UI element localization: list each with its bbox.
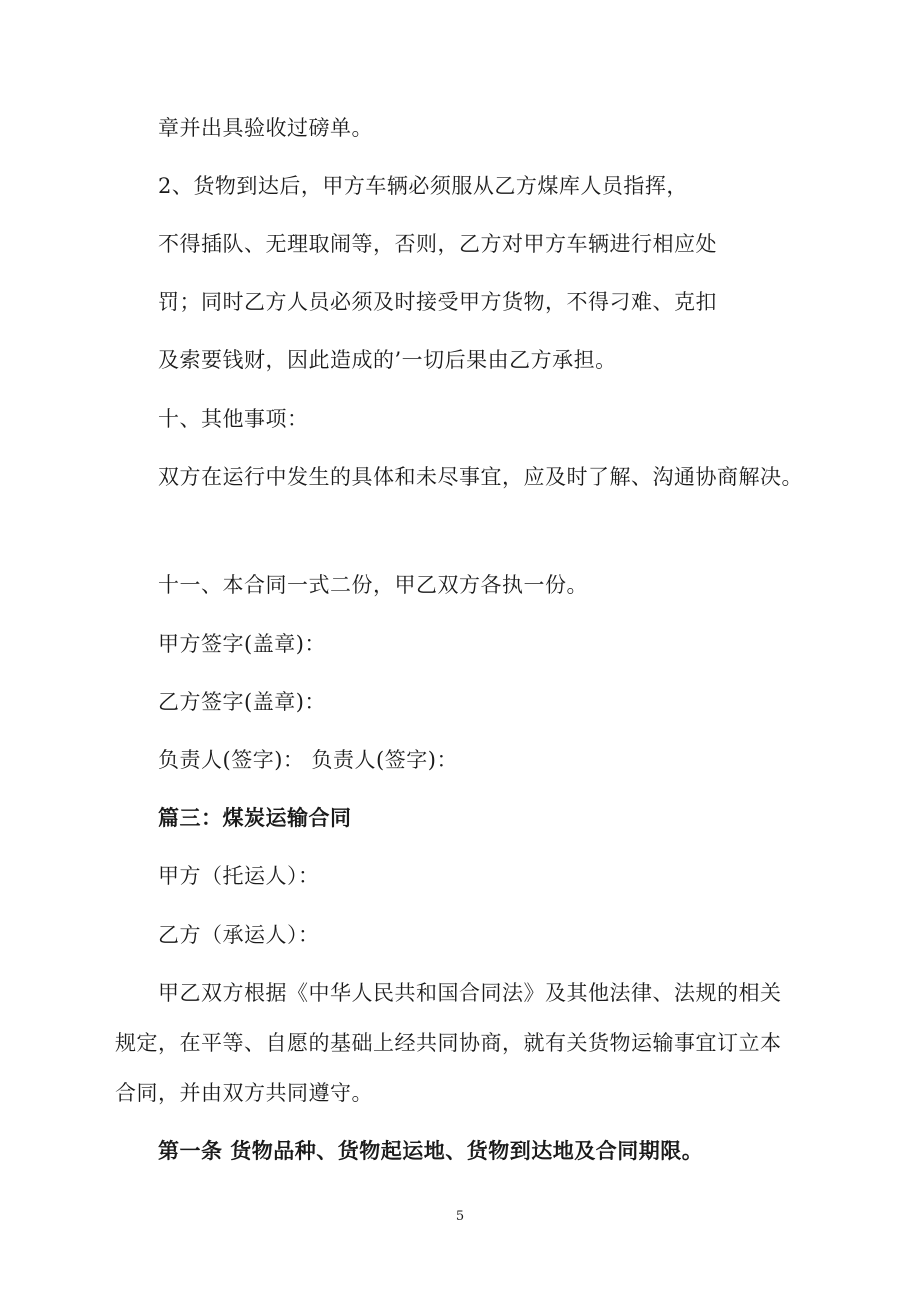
section-eleven-text: 十一、本合同一式二份，甲乙双方各执一份。 [158, 573, 588, 597]
party-a-shipper-label: 甲方（托运人）： [158, 864, 320, 888]
text-line-1: 章并出具验收过磅单。 [158, 116, 373, 140]
preamble-line-1: 甲乙双方根据《中华人民共和国合同法》及其他法律、法规的相关 [158, 981, 782, 1005]
text-line-4: 罚；同时乙方人员必须及时接受甲方货物，不得刁难、克扣 [158, 290, 717, 314]
preamble-line-3: 合同，并由双方共同遵守。 [115, 1081, 373, 1105]
party-b-signature-label: 乙方签字(盖章)： [158, 690, 326, 714]
page-number: 5 [455, 1209, 465, 1224]
party-b-carrier-label: 乙方（承运人）： [158, 923, 320, 947]
article-three-title: 篇三：煤炭运输合同 [158, 805, 352, 830]
text-line-5: 及索要钱财，因此造成的’一切后果由乙方承担。 [158, 348, 617, 372]
text-line-3: 不得插队、无理取闹等，否则，乙方对甲方车辆进行相应处 [158, 232, 717, 256]
clause-one-heading: 第一条 货物品种、货物起运地、货物到达地及合同期限。 [158, 1138, 704, 1163]
responsible-person-signature-labels: 负责人(签字)： 负责人(签字)： [158, 748, 458, 772]
preamble-line-2: 规定，在平等、自愿的基础上经共同协商，就有关货物运输事宜订立本 [115, 1031, 782, 1055]
text-line-7: 双方在运行中发生的具体和未尽事宜，应及时了解、沟通协商解决。 [158, 465, 803, 489]
section-ten-heading: 十、其他事项： [158, 407, 309, 431]
text-line-2: 2、货物到达后，甲方车辆必须服从乙方煤库人员指挥， [158, 174, 688, 198]
party-a-signature-label: 甲方签字(盖章)： [158, 632, 326, 656]
